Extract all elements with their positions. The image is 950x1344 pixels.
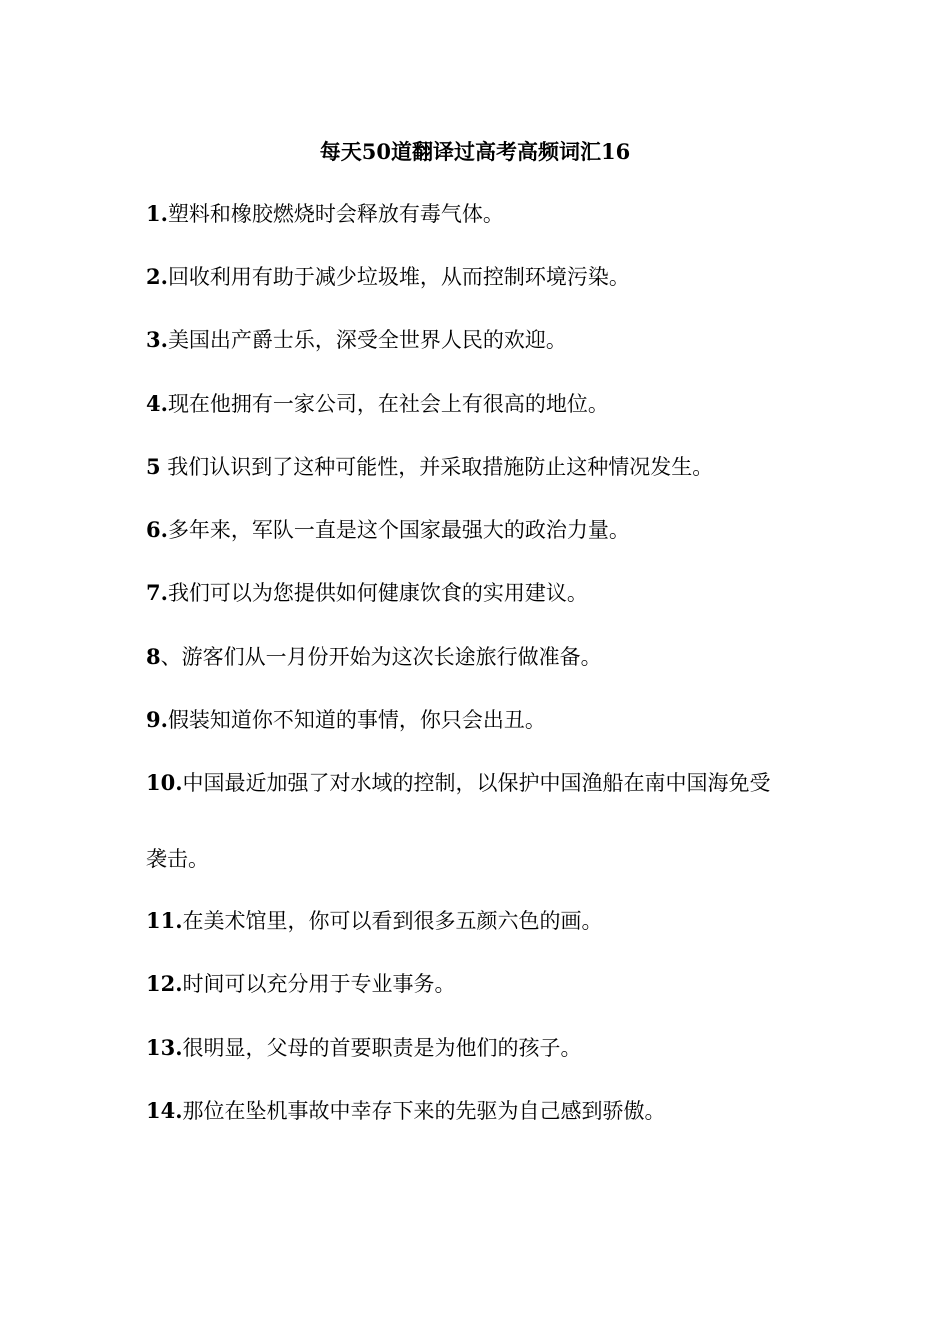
sentence-text: 中国最近加强了对水域的控制，以保护中国渔船在南中国海免受 — [182, 771, 771, 795]
sentence-number: 4. — [146, 391, 168, 416]
sentence-number: 1. — [146, 201, 168, 226]
sentence-item-10-continuation — [146, 844, 209, 874]
sentence-number: 2. — [146, 264, 168, 289]
sentence-item-4 — [146, 389, 609, 419]
sentence-text: 假装知道你不知道的事情，你只会出丑。 — [167, 708, 546, 732]
sentence-text: 那位在坠机事故中幸存下来的先驱为自己感到骄傲。 — [182, 1099, 666, 1123]
sentence-number: 10. — [146, 770, 183, 795]
sentence-text: 我们认识到了这种可能性，并采取措施防止这种情况发生。 — [160, 455, 714, 479]
sentence-number: 8 — [146, 644, 161, 669]
sentence-text: 、游客们从一月份开始为这次长途旅行做准备。 — [160, 645, 602, 669]
sentence-number: 11. — [146, 908, 183, 933]
sentence-item-6 — [146, 515, 630, 545]
sentence-number: 3. — [146, 327, 168, 352]
sentence-item-7 — [146, 578, 588, 608]
sentence-text: 很明显，父母的首要职责是为他们的孩子。 — [182, 1036, 582, 1060]
sentence-item-8 — [146, 642, 602, 672]
sentence-item-12 — [146, 969, 456, 999]
sentence-text: 多年来，军队一直是这个国家最强大的政治力量。 — [167, 518, 630, 542]
sentence-item-5 — [146, 452, 713, 482]
sentence-text: 在美术馆里，你可以看到很多五颜六色的画。 — [182, 909, 603, 933]
sentence-item-3 — [146, 325, 567, 355]
sentence-item-2 — [146, 262, 630, 292]
sentence-number: 7. — [146, 580, 168, 605]
sentence-number: 5 — [146, 454, 161, 479]
sentence-item-9 — [146, 705, 546, 735]
sentence-text: 塑料和橡胶燃烧时会释放有毒气体。 — [167, 202, 504, 226]
sentence-number: 12. — [146, 971, 183, 996]
sentence-number: 9. — [146, 707, 168, 732]
sentence-text: 现在他拥有一家公司，在社会上有很高的地位。 — [167, 392, 609, 416]
sentence-text: 回收利用有助于减少垃圾堆，从而控制环境污染。 — [167, 265, 630, 289]
sentence-text: 袭击。 — [146, 847, 209, 871]
sentence-text: 我们可以为您提供如何健康饮食的实用建议。 — [167, 581, 588, 605]
sentence-text: 美国出产爵士乐，深受全世界人民的欢迎。 — [167, 328, 567, 352]
document-title: 每天50道翻译过高考高频词汇16 — [319, 139, 631, 164]
sentence-item-11 — [146, 906, 603, 936]
sentence-text: 时间可以充分用于专业事务。 — [182, 972, 456, 996]
sentence-item-1 — [146, 199, 504, 229]
sentence-number: 13. — [146, 1035, 183, 1060]
sentence-number: 14. — [146, 1098, 183, 1123]
sentence-item-14 — [146, 1096, 666, 1126]
sentence-item-13 — [146, 1033, 582, 1063]
sentence-number: 6. — [146, 517, 168, 542]
sentence-item-10 — [146, 768, 771, 798]
